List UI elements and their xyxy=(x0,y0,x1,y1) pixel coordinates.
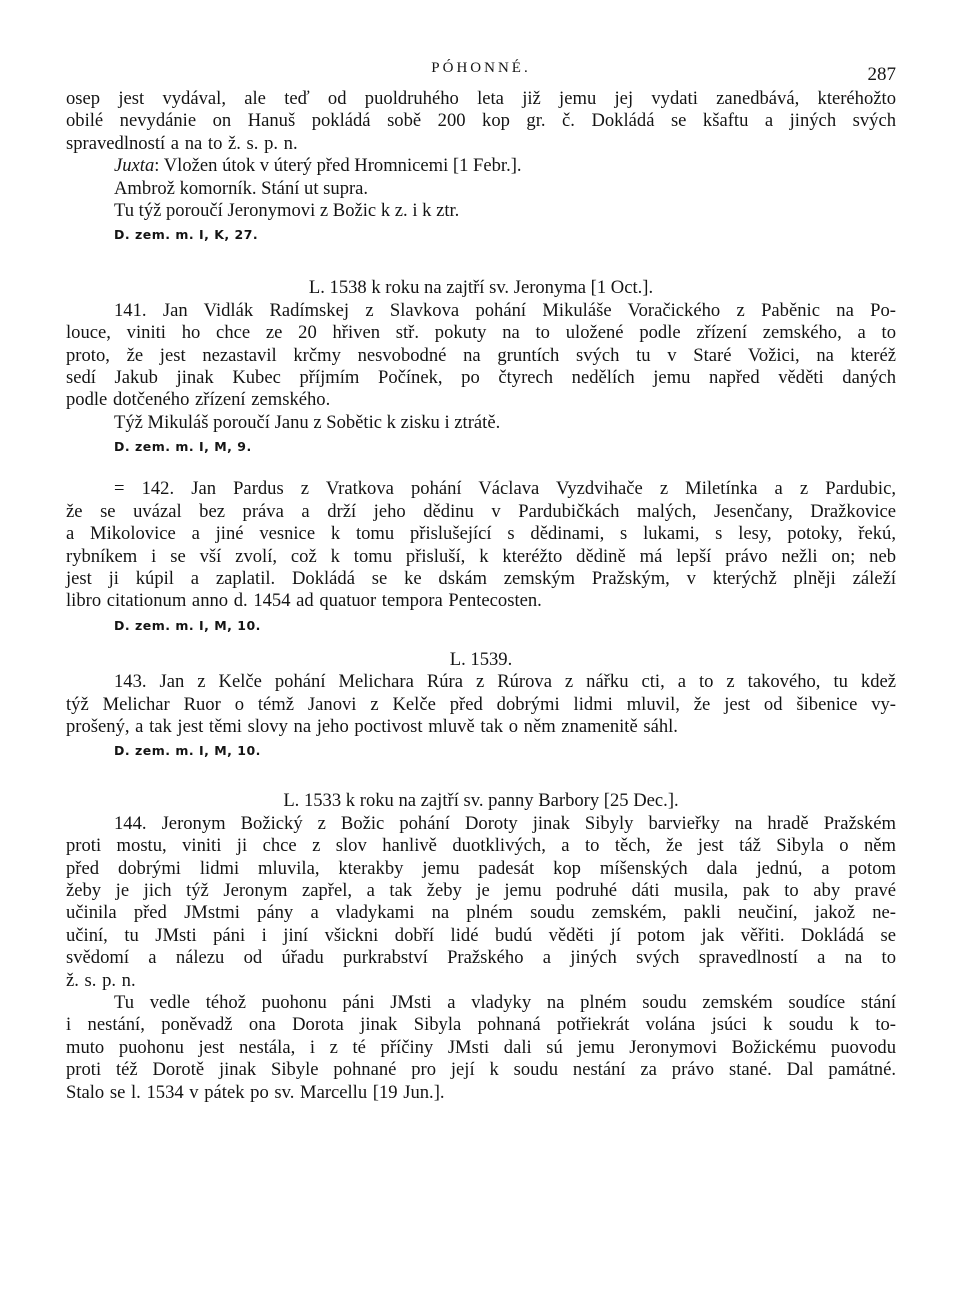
text-line: podle dotčeného zřízení zemského. xyxy=(66,389,331,411)
text-line: proti mostu, viniti ji chce z slov hanlivě duotklivých, a to těch, že jest táž Sibyla o něm xyxy=(66,835,896,857)
page-number: 287 xyxy=(867,64,896,85)
juxta-note xyxy=(66,155,896,177)
juxta-text: : Vložen útok v úterý před Hromnicemi [1 Febr.]. xyxy=(154,155,522,177)
text-line: ž. s. p. n. xyxy=(66,969,136,991)
text-line: osep jest vydával, ale teď od puoldruhého leta již jemu jej vydati zanedbává, kteréhožto xyxy=(66,88,896,109)
entry-144 xyxy=(66,790,896,1104)
text-line: louce, viniti ho chce ze 20 hřiven stř. pokuty na to uložené podle zřízení zemského, a to xyxy=(66,322,896,344)
text-line: libro citationum anno d. 1454 ad quatuor tempora Pentecosten. xyxy=(66,590,542,612)
source-reference: D. zem. m. I, M, 10. xyxy=(114,617,261,633)
text-line: 144. Jeronym Božický z Božic pohání Doroty jinak Sibyly barvieřky na hradě Pražském xyxy=(114,812,896,834)
text-line: týž Melichar Ruor o témž Janovi z Kelče před dobrými lidmi mluvil, že jest od šibenice vy- xyxy=(66,693,896,715)
text-line: Ambrož komorník. Stání ut supra. xyxy=(114,177,369,199)
text-line: Tu týž poroučí Jeronymovi z Božic k z. i k ztr. xyxy=(114,200,460,222)
entry-141 xyxy=(66,277,896,458)
text-line: proti též Dorotě jinak Sibyle pohnané pro její k soudu nestání za právo stané. Dal památné. xyxy=(66,1059,896,1081)
text-line: Týž Mikuláš poroučí Janu z Sobětic k zisku i ztrátě. xyxy=(114,411,501,433)
source-reference: D. zem. m. I, M, 9. xyxy=(114,439,252,455)
entry-142 xyxy=(66,478,896,636)
text-line: učiní, tu JMsti páni i jiní všickni dobří lidé budú věděti jí potom jak věřiti. Dokládá se xyxy=(66,924,896,946)
source-reference: D. zem. m. I, K, 27. xyxy=(114,227,259,243)
year-heading: L. 1533 k roku na zajtří sv. panny Barbory [25 Dec.]. xyxy=(283,790,679,812)
text-line: sedí Jakub jinak Kubec příjmím Počínek, po čtyrech nedělích jemu napřed věděti daných xyxy=(66,367,896,389)
source-reference: D. zem. m. I, M, 10. xyxy=(114,743,261,759)
year-heading: L. 1539. xyxy=(449,648,513,670)
text-line: spravedlností a na to ž. s. p. n. xyxy=(66,132,298,154)
text-line: jest ji kúpil a zaplatil. Dokládá se ke dskám zemským Pražským, v kterýchž plněji záleží xyxy=(66,567,896,589)
text-line: obilé nevydánie on Hanuš pokládá sobě 200 kop gr. č. Dokládá se kšaftu a jiných svých xyxy=(66,110,896,132)
text-line: svědomí a nálezu od úřadu purkrabství Pražského a jiných svých spravedlností a na to xyxy=(66,947,896,969)
text-line: 141. Jan Vidlák Radímskej z Slavkova pohání Mikuláše Voračického z Paběnic na Po- xyxy=(114,299,896,321)
text-line: Tu vedle téhož puohonu páni JMsti a vladyky na plném soudu zemském soudíce stání xyxy=(114,992,896,1013)
text-line: žeby je jich týž Jeronym zapřel, a tak žeby je jemu podruhé dáti musila, pak to aby pravé xyxy=(66,879,896,901)
text-line: muto puohonu jest nestála, i z té příčiny JMsti dali sú jemu Jeronymovi Božickému puovodu xyxy=(66,1036,896,1058)
text-line: že se uvázal bez práva a drží jeho dědinu v Pardubičkách malých, Jesenčany, Dražkovice xyxy=(66,500,896,522)
text-line: i nestání, poněvadž ona Dorota jinak Sibyla pohnaná potřiekrát volána jsúci k soudu k to- xyxy=(66,1014,896,1036)
text-line: a Mikolovice a jiné vesnice k tomu přislušející s dědinami, s lukami, s lesy, potoky, řekú, xyxy=(66,523,896,545)
document-page xyxy=(66,58,896,1104)
page-header xyxy=(66,58,896,84)
entry-143 xyxy=(66,649,896,763)
text-line: před dobrými lidmi mluvila, kterakby jemu padesát kop míšenských dala jednú, a potom xyxy=(66,857,896,879)
running-title: PÓHONNÉ. xyxy=(431,60,531,76)
juxta-label: Juxta xyxy=(114,155,155,177)
text-line: rybníkem i se vší zvolí, což k tomu přisluší, k kteréžto dědině má lepší právo nežli on; neb xyxy=(66,545,896,567)
text-line: proto, že jest nezastavil krčmy nesvobodné na gruntích svých tu v Staré Vožici, na kteréž xyxy=(66,344,896,366)
text-line: učinila před JMstmi pány a vladykami na plném soudu zemském, pakli neučiní, jakož ne- xyxy=(66,902,896,924)
year-heading: L. 1538 k roku na zajtří sv. Jeronyma [1 Oct.]. xyxy=(308,277,654,299)
text-line: Stalo se l. 1534 v pátek po sv. Marcellu [19 Jun.]. xyxy=(66,1081,445,1103)
entry-continuation xyxy=(66,88,896,246)
text-line: prošený, a tak jest těmi slovy na jeho poctivost mluvě tak o něm znamenitě sáhl. xyxy=(66,715,678,737)
text-line: 143. Jan z Kelče pohání Melichara Rúra z Rúrova z nářku cti, a to z takového, tu kdež xyxy=(114,671,896,693)
text-line: = 142. Jan Pardus z Vratkova pohání Václava Vyzdvihače z Miletínka a z Pardubic, xyxy=(114,478,896,500)
